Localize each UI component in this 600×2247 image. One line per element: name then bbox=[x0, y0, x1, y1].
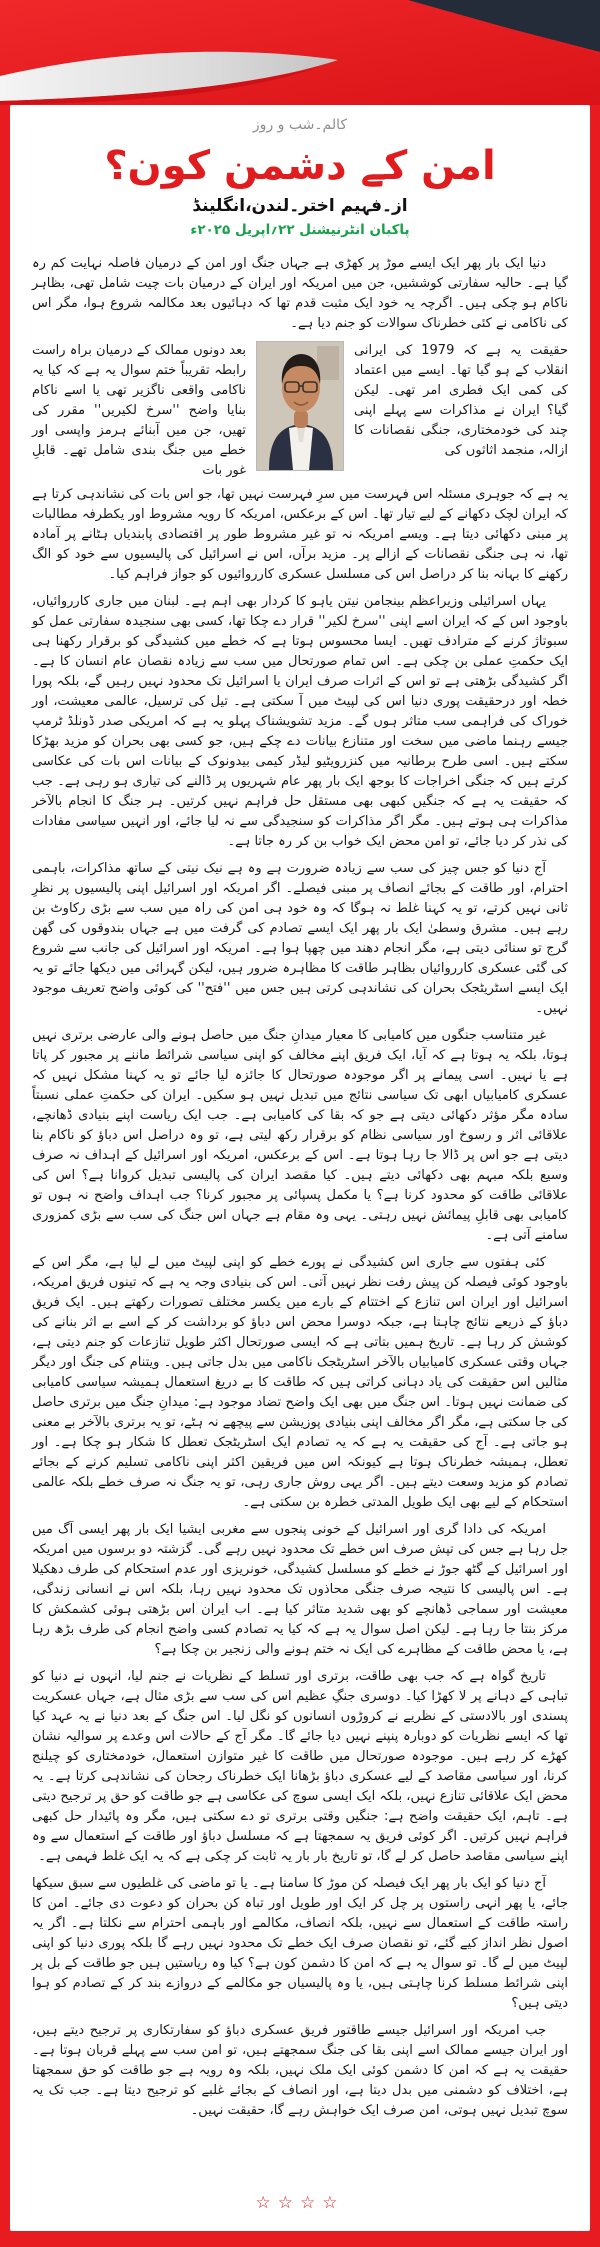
byline: از۔فہیم اختر۔لندن،انگلینڈ bbox=[192, 196, 408, 216]
paragraph-5: غیر متناسب جنگوں میں کامیابی کا معیار میدانِ جنگ میں حاصل ہونے والی عارضی برتری نہیں ہوتا، بلکہ یہ ہوتا ہے کہ آیا، ایک فریق اپنے مخالف کو اپنی سیاسی شرائط ماننے پر مجبور کر پاتا ہے یا نہیں۔ اسی پیمانے پر اگر موجودہ صورتحال کا جائزہ لیا جائے تو یہ کہنا مشکل نہیں کہ عسکری کامیابیاں ابھی تک سیاسی نتائج میں تبدیل نہیں ہو سکیں۔ ایران کی حکمتِ عملی نسبتاً سادہ مگر مؤثر دکھائی دیتی ہے جو کہ بقا کی کامیابی ہے۔ جب ایک ریاست اپنے بنیادی ڈھانچے، علاقائی اثر و رسوخ اور سیاسی نظام کو برقرار رکھ لیتی ہے، تو وہ دراصل اس دباؤ کو ناکام بنا دیتی ہے جو اس پر ڈالا جا رہا ہوتا ہے۔ اس کے برعکس، امریکہ اور اسرائیل کے اہداف نہ صرف وسیع بلکہ مبہم بھی دکھائی دیتے ہیں۔ کیا مقصد ایران کی پالیسی تبدیل کروانا ہے؟ اس کی علاقائی طاقت کو محدود کرنا ہے؟ یا مکمل پسپائی پر مجبور کرنا؟ جب اہداف واضح نہ ہوں تو کامیابی بھی قابلِ پیمائش نہیں رہتی۔ یہی وہ مقام ہے جہاں اس جنگ کی سب سے بڑی کمزوری سامنے آتی ہے۔ bbox=[32, 1028, 568, 1243]
paragraph-10: جب امریکہ اور اسرائیل جیسے طاقتور فریق عسکری دباؤ کو سفارتکاری پر ترجیح دیتے ہیں، اور ایران جیسے ممالک اسے اپنی بقا کی جنگ سمجھتے ہیں، تو امن سب سے پہلے قربان ہوتا ہے۔ حقیقت یہ ہے کہ امن کا دشمن کوئی ایک ملک نہیں، بلکہ وہ رویہ ہے جو طاقت کو حق سمجھتا ہے، اختلاف کو دشمنی میں بدل دیتا ہے، اور انصاف کے بجائے غلبے کو ترجیح دیتا ہے۔ جب تک یہ سوچ تبدیل نہیں ہوتی، امن صرف ایک خواہش رہے گا، حقیقت نہیں۔ bbox=[32, 2023, 568, 2118]
article-card bbox=[10, 105, 590, 2231]
photo-left-text: بعد دونوں ممالک کے درمیان براہ راست رابطہ تقریباً ختم سوال یہ ہے کہ کیا یہ ناکامی واقعی ناگزیر تھی یا اسے ناکام بنایا واضح ''سرخ لکیریں'' مقرر کی تھیں، جن میں آبنائے ہرمز واپسی اور خطے میں جنگ بندی شامل تھے۔ قابلِ غور بات bbox=[32, 343, 246, 478]
dateline: پاکبان انٹرنیشنل ۲۲؍اپریل ۲۰۲۵ء bbox=[190, 222, 410, 238]
masthead-banner bbox=[0, 0, 600, 105]
photo-right-text: حقیقت یہ ہے کہ 1979 کی ایرانی انقلاب کے ہو گیا تھا۔ ایسے میں اعتماد کی کمی ایک فطری امر تھی۔ لیکن گیا؟ ایران نے مذاکرات سے پہلے اپنی چند کی خودمختاری، جنگی نقصانات کا ازالہ، منجمد اثاثوں کی bbox=[354, 343, 568, 458]
paragraph-3: یہاں اسرائیلی وزیراعظم بینجامن نیتن یاہو کا کردار بھی اہم ہے۔ لبنان میں جاری کارروائیاں، باوجود اس کے کہ ایران اسے اپنی ''سرخ لکیر'' قرار دے چکا تھا، کسی بھی سنجیدہ سفارتی عمل کو سبوتاژ کرنے کے مترادف تھیں۔ ایسا محسوس ہوتا ہے کہ خطے میں کشیدگی کو برقرار رکھنا ہی ایک حکمتِ عملی بن چکی ہے۔ اس تمام صورتحال میں سب سے زیادہ نقصان عام انسان کا ہے۔ اگر کشیدگی بڑھتی ہے تو اس کے اثرات صرف ایران یا اسرائیل تک محدود نہیں رہیں گے، بلکہ پورا خطہ اور درحقیقت پوری دنیا اس کی لپیٹ میں آ سکتی ہے۔ تیل کی ترسیل، عالمی معیشت، اور خوراک کی فراہمی سب متاثر ہوں گے۔ مزید تشویشناک پہلو یہ ہے کہ امریکی صدر ڈونلڈ ٹرمپ جیسے رہنما ماضی میں سخت اور متنازع بیانات دے چکے ہیں، جو کسی بھی بحران کو مزید بھڑکا سکتے ہیں۔ اسی طرح برطانیہ میں کنزرویٹیو لیڈر کیمی بیدونوک کے بیانات اس بات کی عکاسی کرتے ہیں کہ جنگی اخراجات کا بوجھ ایک بار پھر عام شہریوں پر ڈالنے کی تیاری ہو رہی ہے۔ جب کہ حقیقت یہ ہے کہ جنگیں کبھی بھی مستقل حل فراہم نہیں کرتیں۔ ہر جنگ کا انجام بالآخر مذاکرات ہی ہوتے ہیں۔ مگر اگر مذاکرات کو سنجیدگی سے نہ لیا جائے، اور انہیں سیاسی مفادات کی نذر کر دیا جائے، تو امن محض ایک خواب بن کر رہ جاتا ہے۔ bbox=[32, 594, 568, 849]
masthead-graphic bbox=[0, 0, 600, 105]
section-label: کالم۔شب و روز bbox=[252, 117, 348, 133]
photo-paragraph-row bbox=[32, 341, 568, 481]
paragraph-2-rest: یہ ہے کہ جوہری مسئلہ اس فہرست میں سرِ فہرست نہیں تھا، جو اس بات کی نشاندہی کرتا ہے کہ ایران لچک دکھانے کے لیے تیار تھا۔ اس کے برعکس، امریکہ کا رویہ مشروط اور یکطرفہ مطالبات پر مبنی دکھائی دیتا ہے۔ ویسے امریکہ نہ تو غیر مشروط طور پر اقتصادی پابندیاں ہٹانے پر آمادہ تھا، نہ ہی جنگی نقصانات کے ازالے پر۔ مزید برآں، اس نے اسرائیل کی پالیسیوں سے خود کو الگ رکھنے کا بہانہ بنا کر دراصل اس کی مسلسل عسکری کارروائیوں کو جواز فراہم کیا۔ bbox=[32, 487, 568, 582]
article-title: امن کے دشمن کون؟ bbox=[104, 143, 496, 189]
bottom-red-band bbox=[0, 2231, 600, 2247]
paragraph-8: تاریخ گواہ ہے کہ جب بھی طاقت، برتری اور تسلط کے نظریات نے جنم لیا، انہوں نے دنیا کو تباہی کے دہانے پر لا کھڑا کیا۔ دوسری جنگِ عظیم اس کی سب سے بڑی مثال ہے، جہاں عسکریت پسندی اور بالادستی کے نظریے نے کروڑوں انسانوں کو نگل لیا۔ اس جنگ کے بعد دنیا نے یہ عہد کیا تھا کہ ایسے نظریات کو دوبارہ پنپنے نہیں دیا جائے گا۔ مگر آج کے حالات اس وعدے پر سوالیہ نشان کھڑے کر رہے ہیں۔ موجودہ صورتحال میں طاقت کا غیر متوازن استعمال، خودمختاری کو چیلنج کرنا، اور سیاسی مقاصد کے لیے عسکری دباؤ بڑھانا ایک خطرناک رجحان کی نشاندہی کرتا ہے۔ یہ محض ایک علاقائی تنازع نہیں، بلکہ ایک ایسی سوچ کی عکاسی ہے جو طاقت کو حق پر ترجیح دیتی ہے۔ تاہم، ایک حقیقت واضح ہے: جنگیں وقتی برتری تو دے سکتی ہیں، مگر وہ پائیدار حل کبھی فراہم نہیں کرتیں۔ اگر کوئی فریق یہ سمجھتا ہے کہ مسلسل دباؤ اور طاقت کے استعمال سے وہ اپنے سیاسی مقاصد حاصل کر لے گا، تو تاریخ بار بار یہ ثابت کر چکی ہے کہ یہ ایک غلط فہمی ہے۔ bbox=[32, 1669, 568, 1864]
paragraph-4: آج دنیا کو جس چیز کی سب سے زیادہ ضرورت ہے وہ ہے نیک نیتی کے ساتھ مذاکرات، باہمی احترام، اور طاقت کے بجائے انصاف پر مبنی فیصلے۔ اگر امریکہ اور اسرائیل اپنی پالیسیوں پر نظرِ ثانی نہیں کرتے، تو یہ کہنا غلط نہ ہوگا کہ وہ خود ہی امن کی راہ میں سب سے بڑی رکاوٹ بن رہے ہیں۔ مشرق وسطیٰ ایک بار پھر ایک ایسے تصادم کی گرفت میں ہے جہاں بندوقوں کی گھن گرج تو سنائی دیتی ہے، مگر انجام دھند میں چھپا ہوا ہے۔ امریکہ اور اسرائیل کی جانب سے شروع کی گئی عسکری کارروائیاں بظاہر طاقت کا مظاہرہ ضرور ہیں، لیکن گہرائی میں دیکھا جائے تو یہ ایک ایسے اسٹریٹجک بحران کی نشاندہی کرتی ہیں جس میں ''فتح'' کی کوئی واضح تعریف موجود نہیں۔ bbox=[32, 861, 568, 1016]
article-header bbox=[10, 105, 590, 248]
end-of-article-stars: ☆☆☆☆ bbox=[255, 2193, 345, 2213]
paragraph-6: کئی ہفتوں سے جاری اس کشیدگی نے پورے خطے کو اپنی لپیٹ میں لے لیا ہے، مگر اس کے باوجود کوئی فیصلہ کن پیش رفت نظر نہیں آتی۔ اس کی بنیادی وجہ یہ ہے کہ تینوں فریق امریکہ، اسرائیل اور ایران اس تنازع کے اختتام کے بارے میں یکسر مختلف تصورات رکھتے ہیں۔ ایک فریق دباؤ کے ذریعے نتائج چاہتا ہے، جبکہ دوسرا محض اس دباؤ کو برداشت کر کے اسے بے اثر بنانے کی کوشش کر رہا ہے۔ تاریخ ہمیں بتاتی ہے کہ ایسی صورتحال اکثر طویل تنازعات کو جنم دیتی ہے، جہاں وقتی عسکری کامیابیاں بالآخر اسٹریٹجک ناکامی میں بدل جاتی ہیں۔ ویتنام کی جنگ اور دیگر مثالیں اس حقیقت کی یاد دہانی کراتی ہیں کہ طاقت کا بے دریغ استعمال ہمیشہ سیاسی کامیابی کی ضمانت نہیں ہوتا۔ اس جنگ میں بھی ایک واضح تضاد موجود ہے: میدانِ جنگ میں برتری حاصل کی جا سکتی ہے، مگر اگر مخالف اپنی بنیادی پوزیشن سے پیچھے نہ ہٹے، تو یہ برتری بالآخر بے معنی ہو جاتی ہے۔ آج کی حقیقت یہ ہے کہ یہ تصادم ایک اسٹریٹجک تعطل کا شکار ہو چکا ہے۔ اور تعطل، ہمیشہ خطرناک ہوتا ہے کیونکہ اس میں فریقین اکثر اپنی ناکامی تسلیم کرنے کے بجائے تصادم کو مزید وسعت دیتے ہیں۔ اگر یہی روش جاری رہی، تو یہ جنگ نہ صرف خطے بلکہ عالمی استحکام کے لیے بھی ایک طویل المدتی خطرہ بن سکتی ہے۔ bbox=[32, 1255, 568, 1510]
paragraph-1: دنیا ایک بار پھر ایک ایسے موڑ پر کھڑی ہے جہاں جنگ اور امن کے درمیان فاصلہ نہایت کم رہ گیا ہے۔ حالیہ سفارتی کوششیں، جن میں امریکہ اور ایران کے درمیان بات چیت شامل تھی، بظاہر ناکام ہو چکی ہیں۔ اگرچہ یہ خود ایک مثبت قدم تھا کہ دہائیوں بعد مکالمہ شروع ہوا، مگر اس کی ناکامی نے کئی خطرناک سوالات کو جنم دیا ہے۔ bbox=[32, 256, 568, 331]
article-body bbox=[10, 248, 590, 2183]
paragraph-7: امریکہ کی دادا گری اور اسرائیل کے خونی پنجوں سے مغربی ایشیا ایک بار پھر ایسی آگ میں جل رہا ہے جس کی تپش صرف اس خطے تک محدود نہیں رہے گی۔ گزشتہ دو برسوں میں امریکہ اور اسرائیل کے گٹھ جوڑ نے خطے کو مسلسل کشیدگی، خونریزی اور عدم استحکام کی طرف دھکیلا ہے۔ اس پالیسی کا نتیجہ صرف جنگی محاذوں تک محدود نہیں رہا، بلکہ اس نے انسانی زندگی، معیشت اور سماجی ڈھانچے کو بھی شدید متاثر کیا ہے۔ اب ایران اس بڑھتی ہوئی کشمکش کا مرکز بنتا جا رہا ہے۔ لیکن اصل سوال یہ ہے کہ کیا یہ تصادم کسی واضح انجام کی طرف بڑھ رہا ہے، یا محض طاقت کے مظاہرے کی ایک نہ ختم ہونے والی زنجیر بن چکا ہے؟ bbox=[32, 1522, 568, 1657]
author-photo bbox=[256, 341, 344, 471]
paragraph-9: آج دنیا کو ایک بار پھر ایک فیصلہ کن موڑ کا سامنا ہے۔ یا تو ماضی کی غلطیوں سے سبق سیکھا جائے، یا پھر انہی راستوں پر چل کر ایک اور طویل اور تباہ کن بحران کو دعوت دی جائے۔ امن کا راستہ طاقت کے استعمال سے نہیں، بلکہ انصاف، مکالمے اور باہمی احترام سے نکلتا ہے۔ اگر یہ اصول نظر انداز کیے گئے، تو نقصان صرف ایک خطے تک محدود نہیں رہے گا بلکہ پوری دنیا کو اپنی لپیٹ میں لے گا۔ تو سوال یہ ہے کہ امن کا دشمن کون ہے؟ کیا وہ ریاستیں ہیں جو طاقت کے بل پر اپنی شرائط مسلط کرنا چاہتی ہیں، یا وہ پالیسیاں جو مکالمے کے دروازے بند کر کے تصادم کو ہوا دیتی ہیں؟ bbox=[32, 1876, 568, 2011]
author-portrait-icon bbox=[259, 342, 343, 470]
